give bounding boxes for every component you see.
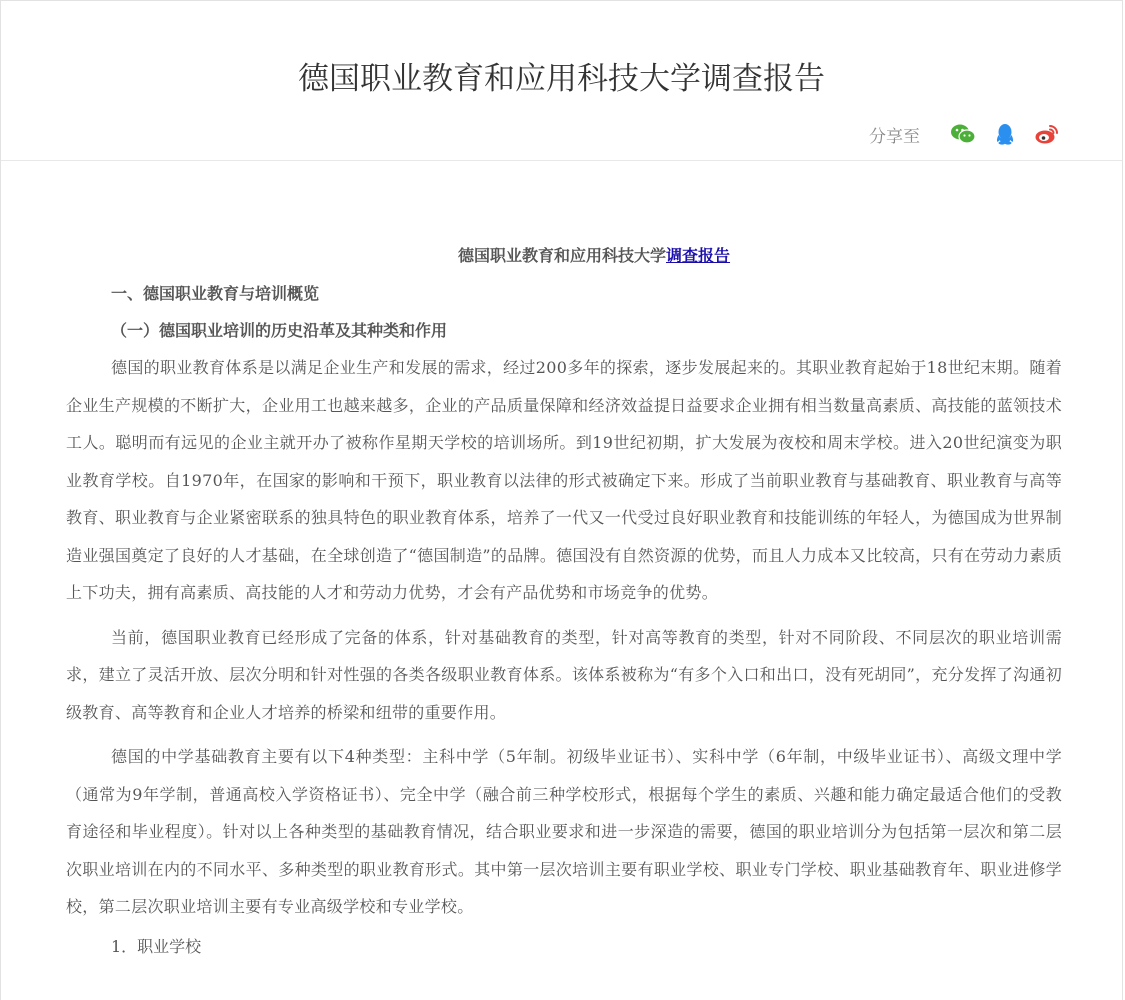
document-title: [66, 245, 1062, 267]
document-title-text: 德国职业教育和应用科技大学: [457, 246, 666, 265]
article-body: [66, 161, 1062, 965]
report-link[interactable]: 调查报告: [666, 246, 731, 265]
paragraph-history: 德国的职业教育体系是以满足企业生产和发展的需求，经过200多年的探索，逐步发展起来的。其职业教育起始于18世纪末期。随着企业生产规模的不断扩大，企业用工也越来越多，企业的产品质量保障和经济效益提日益要求企业拥有相当数量高素质、高技能的蓝领技术工人。聪明而有远见的企业主就开办了被称作星期天学校的培训场所。到19世纪初期，扩大发展为夜校和周末学校。进入20世纪演变为职业教育学校。自1970年，在国家的影响和干预下，职业教育以法律的形式被确定下来。形成了当前职业教育与基础教育、职业教育与高等教育、职业教育与企业紧密联系的独具特色的职业教育体系，培养了一代又一代受过良好职业教育和技能训练的年轻人，为德国成为世界制造业强国奠定了良好的人才基础，在全球创造了“德国制造”的品牌。德国没有自然资源的优势，而且人力成本又比较高，只有在劳动力素质上下功夫，拥有高素质、高技能的人才和劳动力优势，才会有产品优势和市场竞争的优势。: [66, 358, 1062, 602]
paragraph-system: 当前，德国职业教育已经形成了完备的体系，针对基础教育的类型，针对高等教育的类型，针对不同阶段、不同层次的职业培训需求，建立了灵活开放、层次分明和针对性强的各类各级职业教育体系。该体系被称为“有多个入口和出口，没有死胡同”，充分发挥了沟通初级教育、高等教育和企业人才培养的桥梁和纽带的重要作用。: [66, 627, 1062, 722]
wechat-icon[interactable]: [950, 121, 976, 147]
list-item-vocational-school: 1．职业学校: [111, 936, 202, 956]
share-label: 分享至: [869, 126, 920, 147]
share-bar: [869, 121, 1060, 147]
weibo-icon[interactable]: [1034, 121, 1060, 147]
qq-icon[interactable]: [992, 121, 1018, 147]
paragraph-school-types: 德国的中学基础教育主要有以下4种类型：主科中学（5年制。初级毕业证书）、实科中学（6年制，中级毕业证书）、高级文理中学（通常为9年学制，普通高校入学资格证书）、完全中学（融合前三种学校形式，根据每个学生的素质、兴趣和能力确定最适合他们的受教育途径和毕业程度）。针对以上各种类型的基础教育情况，结合职业要求和进一步深造的需要，德国的职业培训分为包括第一层次和第二层次职业培训在内的不同水平、多种类型的职业教育形式。其中第一层次培训主要有职业学校、职业专门学校、职业基础教育年、职业进修学校，第二层次职业培训主要有专业高级学校和专业学校。: [66, 747, 1062, 916]
article-header: [1, 1, 1122, 161]
subsection-heading: （一）德国职业培训的历史沿革及其种类和作用: [111, 321, 448, 340]
section-heading: 一、德国职业教育与培训概览: [111, 284, 320, 303]
page-title: 德国职业教育和应用科技大学调查报告: [298, 61, 825, 97]
